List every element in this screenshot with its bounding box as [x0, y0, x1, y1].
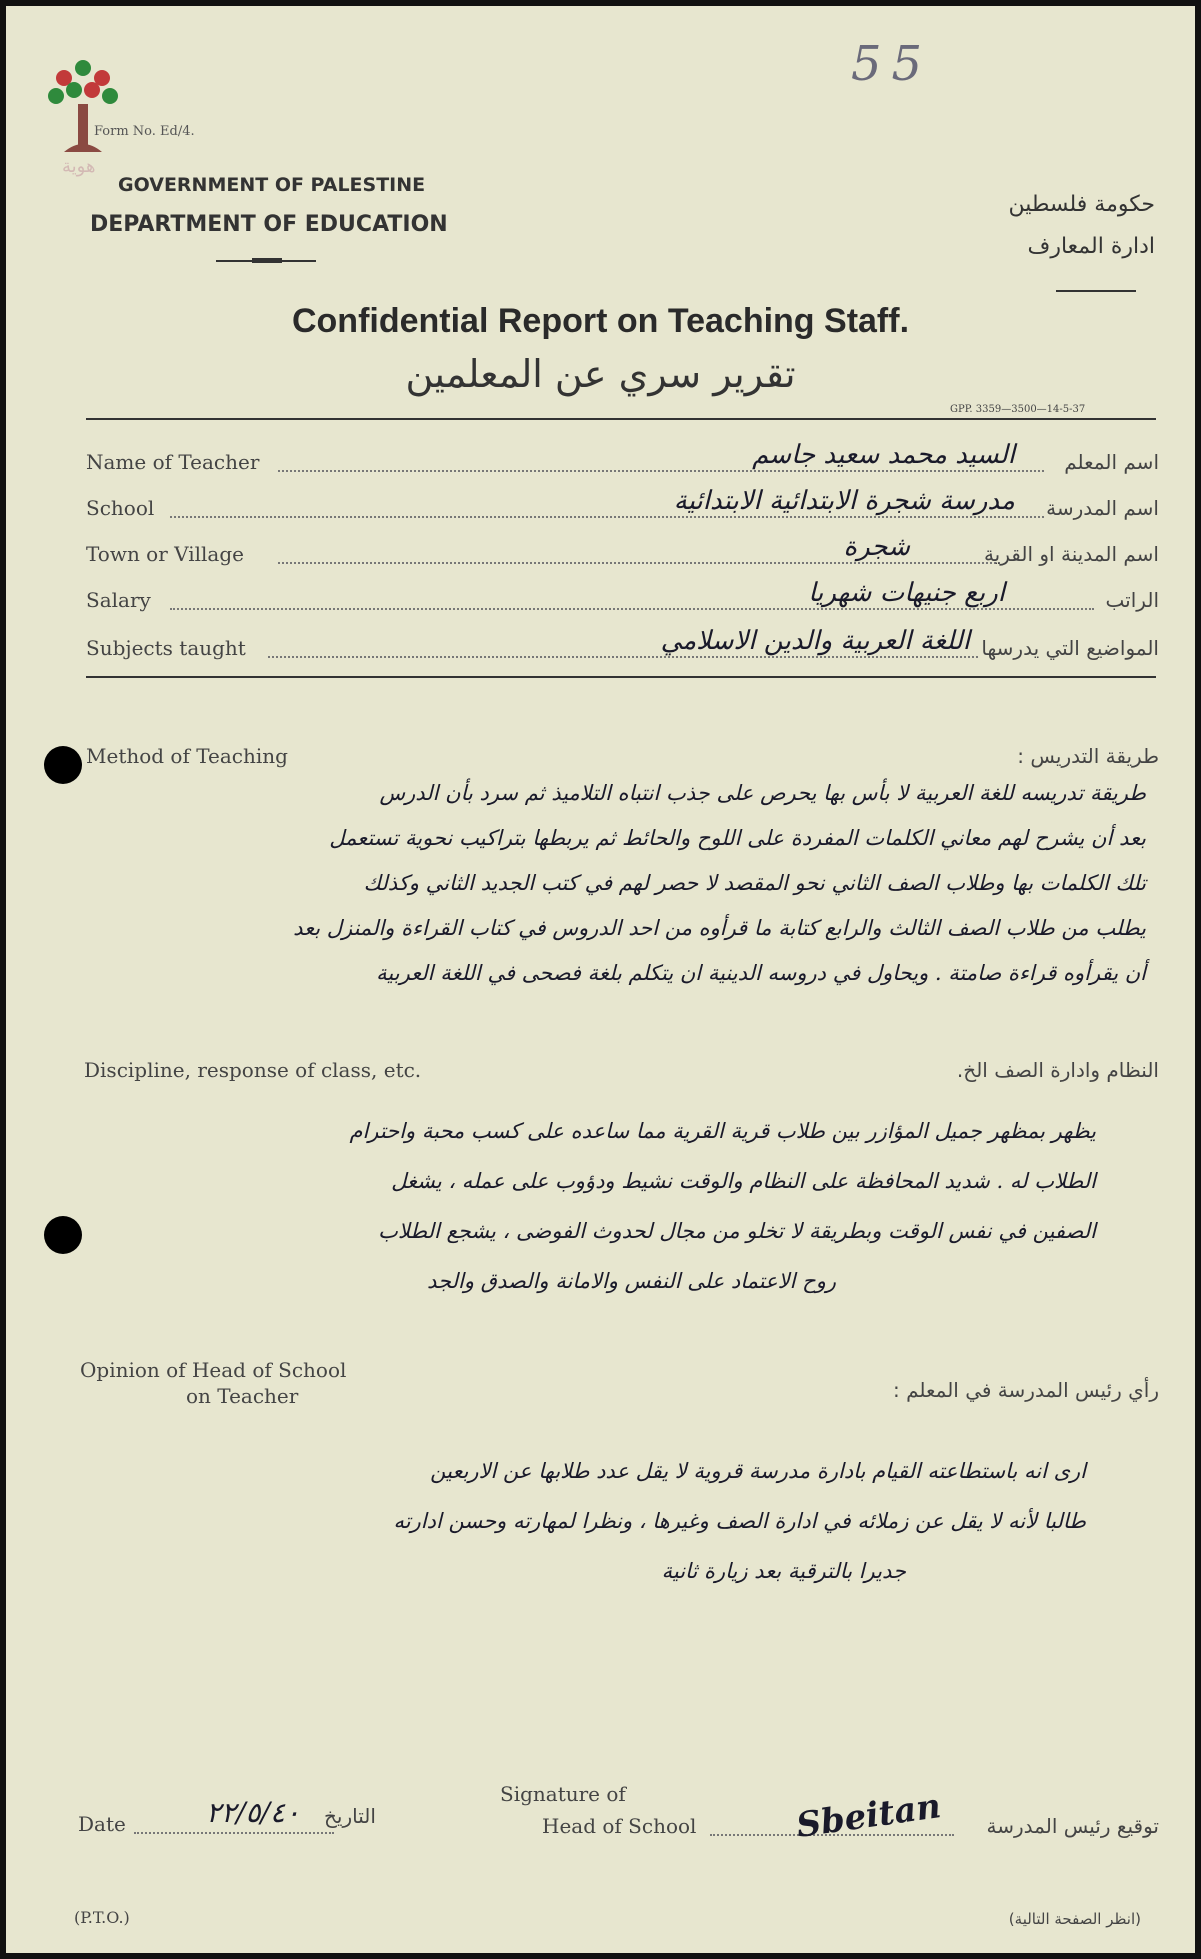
signature-label-line1: Signature of	[500, 1782, 626, 1806]
signature-value: Sbeitan	[793, 1786, 944, 1846]
tree-logo-icon	[44, 56, 124, 156]
method-label-en: Method of Teaching	[86, 744, 288, 768]
discipline-line: الطلاب له . شديد المحافظة على النظام والوقت نشيط ودؤوب على عمله ، يشغل	[391, 1169, 1096, 1193]
date-label-en: Date	[78, 1812, 126, 1836]
method-line: أن يقرأوه قراءة صامتة . ويحاول في دروسه الدينية ان يتكلم بلغة فصحى في اللغة العربية	[376, 961, 1146, 985]
name-of-teacher-value: السيد محمد سعيد جاسم	[752, 440, 1015, 470]
school-value: مدرسة شجرة الابتدائية الابتدائية	[673, 486, 1015, 516]
opinion-label-ar: رأي رئيس المدرسة في المعلم :	[892, 1378, 1159, 1402]
signature-label-ar: توقيع رئيس المدرسة	[986, 1814, 1159, 1838]
method-line: طريقة تدريسه للغة العربية لا بأس بها يحرص على جذب انتباه التلاميذ ثم سرد بأن الدرس	[379, 781, 1146, 805]
discipline-label-en: Discipline, response of class, etc.	[84, 1058, 422, 1082]
school-label: School	[86, 496, 155, 520]
method-label-ar: طريقة التدريس :	[1017, 744, 1159, 768]
discipline-line: روح الاعتماد على النفس والامانة والصدق والجد	[427, 1269, 836, 1293]
discipline-text	[96, 1106, 1096, 1306]
opinion-line: ارى انه باستطاعته القيام بادارة مدرسة قروية لا يقل عدد طلابها عن الاربعين	[430, 1459, 1086, 1483]
form-number: Form No. Ed/4.	[94, 124, 195, 139]
government-title-en: GOVERNMENT OF PALESTINE	[118, 174, 426, 196]
signature-label-line2: Head of School	[542, 1814, 697, 1838]
salary-value: اربع جنيهات شهريا	[808, 578, 1005, 608]
report-title-en: Confidential Report on Teaching Staff.	[291, 302, 910, 340]
name-of-teacher-dots	[278, 470, 1044, 472]
method-text	[86, 771, 1146, 996]
header-divider-right	[1056, 290, 1136, 292]
fields-top-rule	[86, 418, 1156, 420]
department-title-en: DEPARTMENT OF EDUCATION	[90, 212, 448, 237]
discipline-line: يظهر بمظهر جميل المؤازر بين طلاب قرية القرية مما ساعده على كسب محبة واحترام	[349, 1119, 1096, 1143]
opinion-text	[186, 1446, 1086, 1596]
subjects-dots	[268, 656, 978, 658]
date-value: ٢٢/٥/٤٠	[206, 1796, 301, 1829]
report-title-ar: تقرير سري عن المعلمين	[405, 352, 796, 396]
watermark-text: هوية	[62, 156, 96, 177]
opinion-line: طالبا لأنه لا يقل عن زملائه في ادارة الصف وغيرها ، ونظرا لمهارته وحسن ادارته	[393, 1509, 1086, 1533]
town-label: Town or Village	[86, 542, 244, 566]
header-divider-left-bold	[252, 258, 282, 263]
page-number: 55	[851, 36, 933, 92]
salary-label: Salary	[86, 588, 151, 612]
method-line: تلك الكلمات بها وطلاب الصف الثاني نحو المقصد لا حصر لهم في كتب الجديد الثاني وكذلك	[363, 871, 1146, 895]
report-page	[6, 6, 1195, 1953]
print-code: GPP. 3359—3500—14-5-37	[950, 404, 1086, 415]
salary-dots	[170, 608, 1094, 610]
opinion-label-en-line1: Opinion of Head of School	[80, 1358, 347, 1382]
opinion-label-en-line2: on Teacher	[186, 1384, 299, 1408]
pto-en: (P.T.O.)	[74, 1908, 130, 1927]
town-value: شجرة	[843, 532, 910, 562]
department-title-ar: ادارة المعارف	[1027, 234, 1155, 259]
punch-hole-top	[44, 746, 82, 784]
town-dots	[278, 562, 1000, 564]
school-label-ar: اسم المدرسة	[1046, 496, 1159, 520]
town-label-ar: اسم المدينة او القرية	[983, 542, 1159, 566]
name-of-teacher-label: Name of Teacher	[86, 450, 260, 474]
fields-bottom-rule	[86, 676, 1156, 678]
salary-label-ar: الراتب	[1105, 588, 1159, 612]
subjects-label: Subjects taught	[86, 636, 246, 660]
subjects-value: اللغة العربية والدين الاسلامي	[660, 626, 970, 656]
school-dots	[170, 516, 1044, 518]
government-title-ar: حكومة فلسطين	[1008, 192, 1155, 217]
subjects-label-ar: المواضيع التي يدرسها	[981, 636, 1159, 660]
punch-hole-bottom	[44, 1216, 82, 1254]
method-line: بعد أن يشرح لهم معاني الكلمات المفردة على اللوح والحائط ثم يربطها بتراكيب نحوية تستعمل	[329, 826, 1146, 850]
pto-ar: (انظر الصفحة التالية)	[1008, 1910, 1141, 1928]
discipline-line: الصفين في نفس الوقت وبطريقة لا تخلو من مجال لحدوث الفوضى ، يشجع الطلاب	[378, 1219, 1096, 1243]
opinion-line: جديرا بالترقية بعد زيارة ثانية	[661, 1559, 906, 1583]
method-line: يطلب من طلاب الصف الثالث والرابع كتابة ما قرأوه من احد الدروس في كتاب القراءة والمنزل بعد	[293, 916, 1146, 940]
date-label-ar: التاريخ	[324, 1804, 376, 1828]
name-of-teacher-label-ar: اسم المعلم	[1064, 450, 1159, 474]
discipline-label-ar: النظام وادارة الصف الخ.	[956, 1058, 1159, 1082]
date-dots	[134, 1832, 334, 1834]
